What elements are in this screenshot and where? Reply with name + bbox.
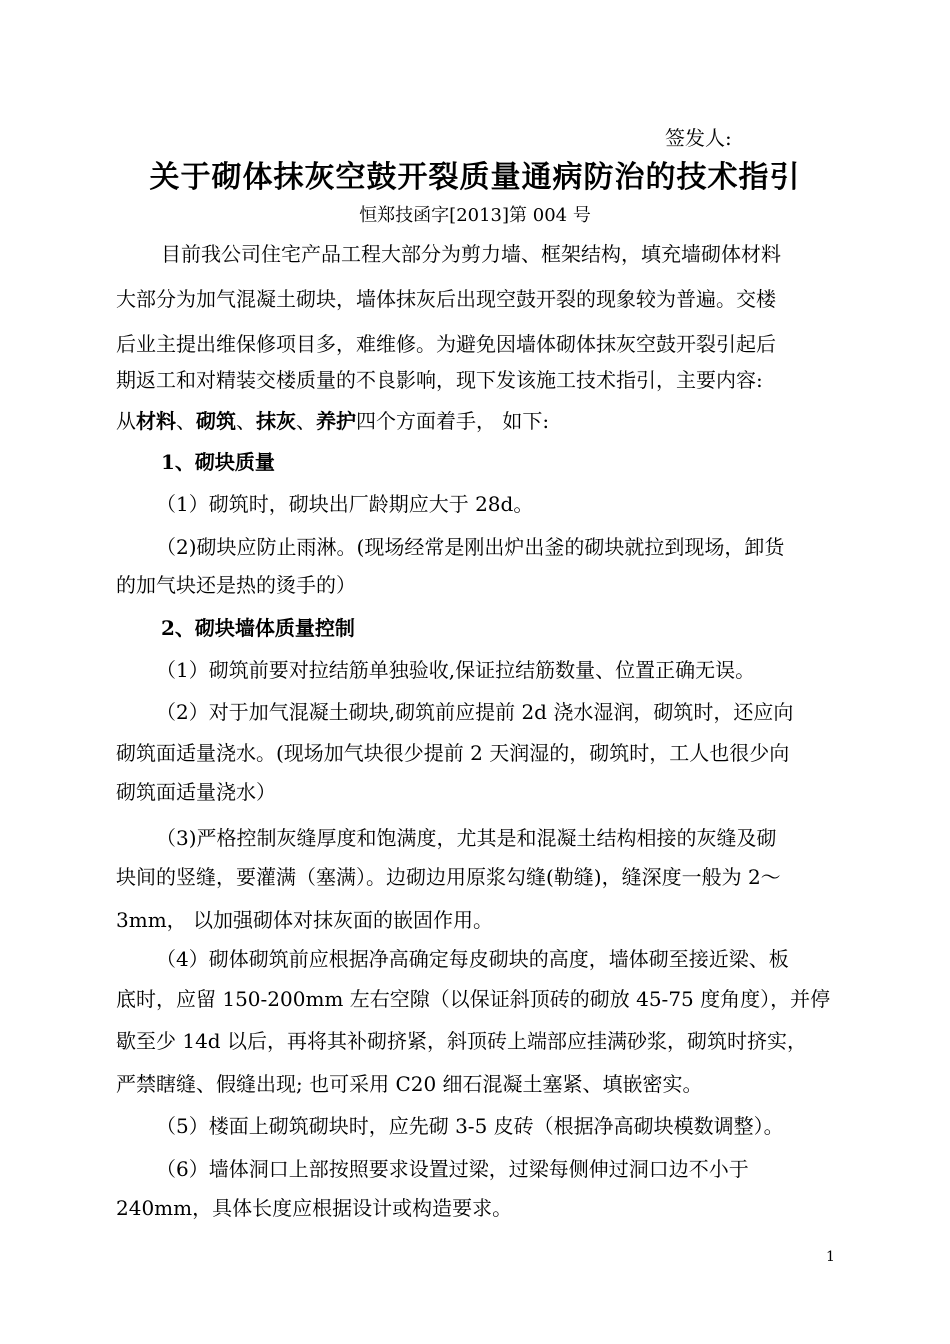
document-title: 关于砌体抹灰空鼓开裂质量通病防治的技术指引 xyxy=(149,160,801,195)
separator: 、 xyxy=(176,409,196,433)
section-heading: 2、砌块墙体质量控制 xyxy=(161,616,355,640)
separator: 、 xyxy=(296,409,316,433)
section-item: 块间的竖缝，要灌满（塞满）。边砌边用原浆勾缝(勒缝)，缝深度一般为 2～ xyxy=(116,865,781,889)
intro-line: 目前我公司住宅产品工程大部分为剪力墙、框架结构，填充墙砌体材料 xyxy=(161,242,781,266)
keyword-materials: 材料 xyxy=(136,409,176,433)
section-item: （1）砌筑时，砌块出厂龄期应大于 28d。 xyxy=(156,492,534,516)
section-item: 3mm， 以加强砌体对抹灰面的嵌固作用。 xyxy=(116,908,494,932)
section-item: 砌筑面适量浇水。(现场加气块很少提前 2 天润湿的，砌筑时，工人也很少向 xyxy=(116,741,790,765)
keyword-masonry: 砌筑 xyxy=(196,409,236,433)
section-item: 的加气块还是热的烫手的） xyxy=(116,573,356,597)
section-item: （4）砌体砌筑前应根据净高确定每皮砌块的高度，墙体砌至接近梁、板 xyxy=(156,947,789,971)
section-item: 歇至少 14d 以后，再将其补砌挤紧，斜顶砖上端部应挂满砂浆，砌筑时挤实， xyxy=(116,1029,807,1053)
intro-last-line xyxy=(116,405,549,434)
intro-text: 从 xyxy=(116,409,136,433)
document-number: 恒郑技函字[2013]第 004 号 xyxy=(359,205,591,226)
section-heading: 1、砌块质量 xyxy=(161,450,275,474)
intro-line: 期返工和对精装交楼质量的不良影响，现下发该施工技术指引，主要内容: xyxy=(116,368,763,392)
section-item: （2)砌块应防止雨淋。(现场经常是刚出炉出釜的砌块就拉到现场，卸货 xyxy=(156,535,785,559)
section-item: 240mm，具体长度应根据设计或构造要求。 xyxy=(116,1196,513,1220)
section-item: （2）对于加气混凝土砌块,砌筑前应提前 2d 浇水湿润，砌筑时，还应向 xyxy=(156,700,794,724)
separator: 、 xyxy=(236,409,256,433)
section-item: 严禁瞎缝、假缝出现; 也可采用 C20 细石混凝土塞紧、填嵌密实。 xyxy=(116,1072,703,1096)
section-item: 砌筑面适量浇水） xyxy=(116,780,276,804)
signer-label: 签发人: xyxy=(665,126,732,150)
section-item: 底时，应留 150-200mm 左右空隙（以保证斜顶砖的砌放 45-75 度角度），并停 xyxy=(116,987,831,1011)
section-item: （1）砌筑前要对拉结筋单独验收,保证拉结筋数量、位置正确无误。 xyxy=(156,658,756,682)
intro-text: 四个方面着手， 如下: xyxy=(356,409,550,433)
intro-line: 大部分为加气混凝土砌块，墙体抹灰后出现空鼓开裂的现象较为普遍。交楼 xyxy=(116,287,776,311)
page-number: 1 xyxy=(826,1249,835,1265)
section-item: （3)严格控制灰缝厚度和饱满度，尤其是和混凝土结构相接的灰缝及砌 xyxy=(156,826,777,850)
intro-line: 后业主提出维保修项目多，难维修。为避免因墙体砌体抹灰空鼓开裂引起后 xyxy=(116,332,776,356)
keyword-curing: 养护 xyxy=(316,409,356,433)
keyword-plastering: 抹灰 xyxy=(256,409,296,433)
section-item: （6）墙体洞口上部按照要求设置过梁，过梁每侧伸过洞口边不小于 xyxy=(156,1157,749,1181)
section-item: （5）楼面上砌筑砌块时，应先砌 3-5 皮砖（根据净高砌块模数调整）。 xyxy=(156,1114,784,1138)
